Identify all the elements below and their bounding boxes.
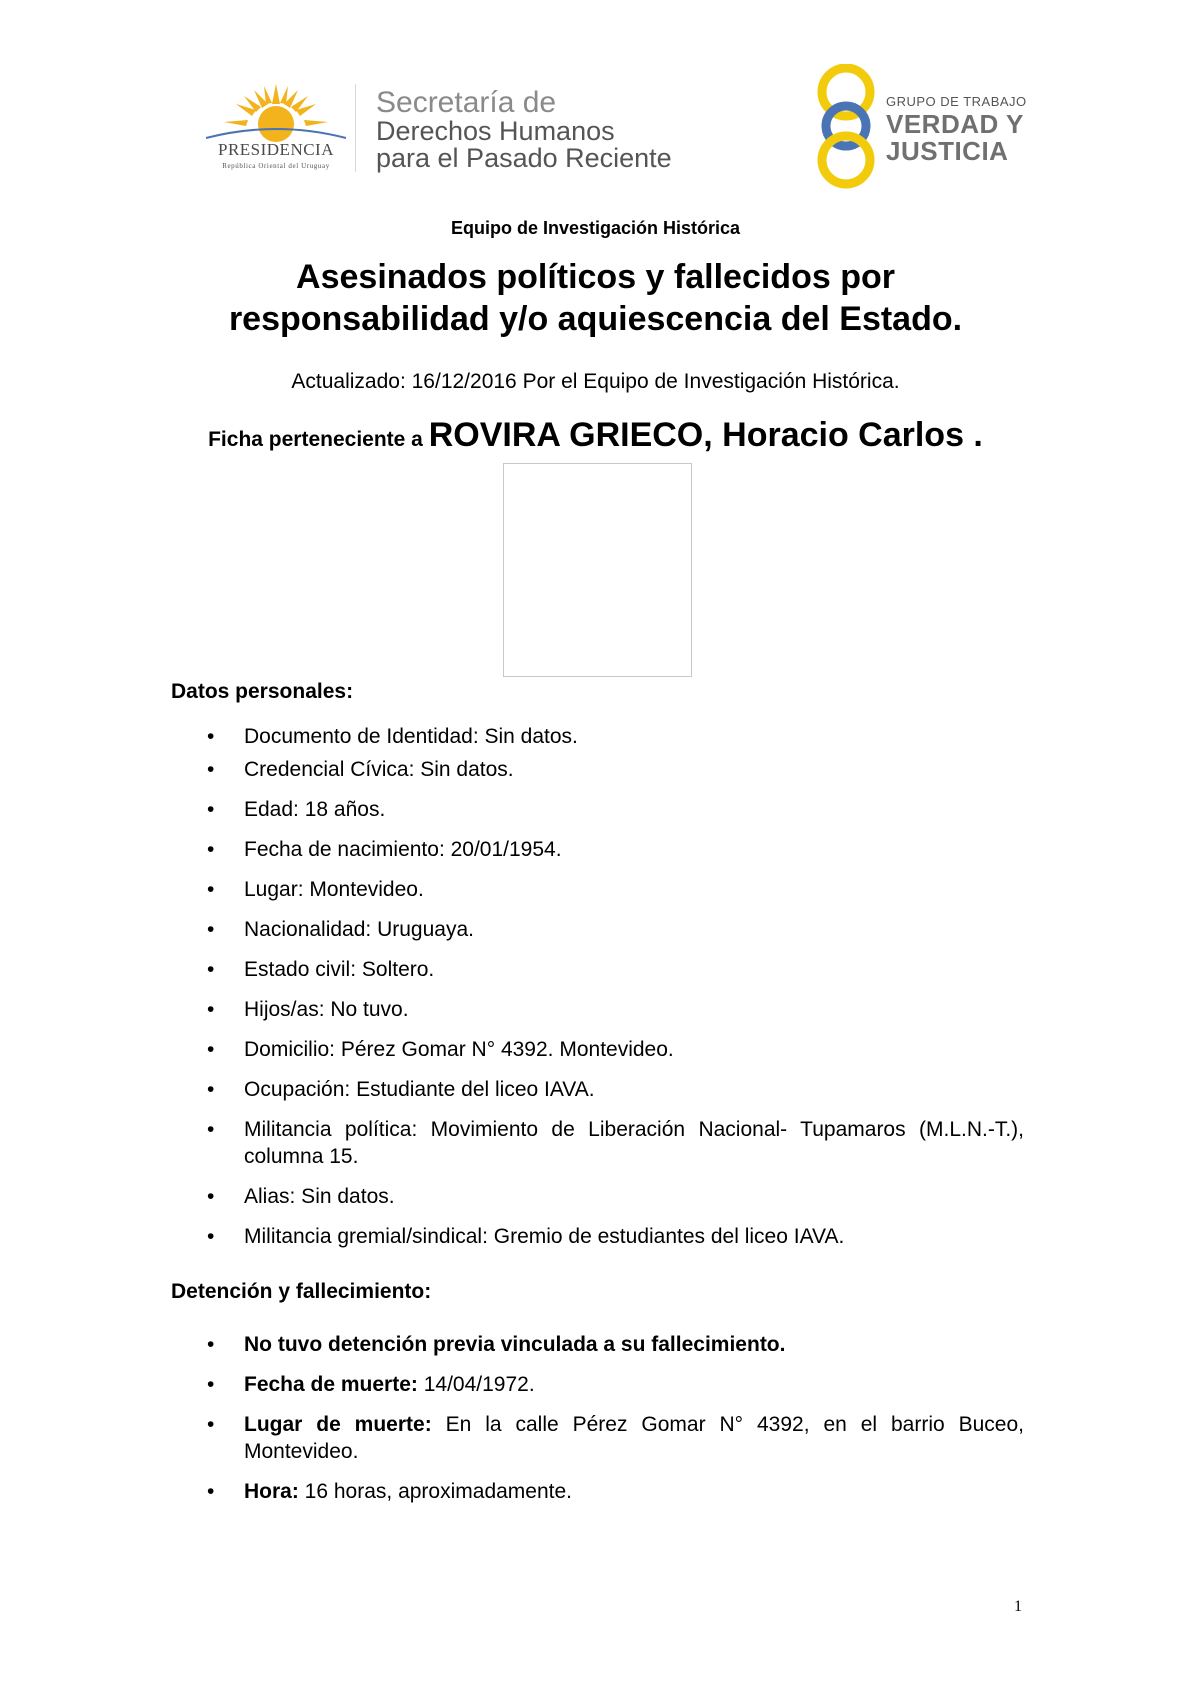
death-place-label: Lugar de muerte:	[244, 1413, 432, 1436]
list-item: • Edad: 18 años.	[207, 796, 1024, 823]
list-item	[207, 1411, 1024, 1465]
personal-data-list	[207, 723, 1024, 1250]
detention-heading: Detención y fallecimiento:	[171, 1280, 432, 1303]
updated-line: Actualizado: 16/12/2016 Por el Equipo de Investigación Histórica.	[291, 370, 900, 393]
grupo-trabajo-logo	[814, 64, 1034, 189]
personal-data-heading: Datos personales:	[171, 680, 354, 703]
death-place-value: En la calle Pérez Gomar N° 4392, en el barrio Buceo, Montevideo.	[244, 1413, 1024, 1463]
list-item: • Nacionalidad: Uruguaya.	[207, 916, 1024, 943]
secretaria-line1: Secretaría de	[376, 86, 557, 119]
grupo-line1: GRUPO DE TRABAJO	[886, 94, 1027, 109]
detention-list	[207, 1331, 1024, 1505]
list-item	[207, 1371, 1024, 1398]
team-label: Equipo de Investigación Histórica	[450, 218, 741, 238]
death-time-label: Hora:	[244, 1480, 299, 1503]
sun-icon	[196, 82, 356, 142]
list-item: • Hijos/as: No tuvo.	[207, 996, 1024, 1023]
secretaria-line3: para el Pasado Reciente	[376, 143, 672, 173]
list-item: • Ocupación: Estudiante del liceo IAVA.	[207, 1076, 1024, 1103]
presidencia-subtitle: República Oriental del Uruguay	[222, 162, 330, 170]
death-time-value: 16 horas, aproximadamente.	[298, 1480, 572, 1503]
list-item: • Lugar: Montevideo.	[207, 876, 1024, 903]
ficha-name: ROVIRA GRIECO, Horacio Carlos .	[428, 416, 983, 454]
list-item: • Domicilio: Pérez Gomar N° 4392. Montevideo.	[207, 1036, 1024, 1063]
list-item	[207, 1478, 1024, 1505]
no-detention-text: No tuvo detención previa vinculada a su fallecimiento.	[244, 1333, 786, 1356]
title-line-2: responsabilidad y/o aquiescencia del Estado.	[228, 300, 963, 338]
rings-icon	[814, 64, 878, 189]
secretaria-line2: Derechos Humanos	[376, 116, 615, 146]
grupo-line2: VERDAD Y	[886, 109, 1024, 139]
title-line-1: Asesinados políticos y fallecidos por	[296, 258, 895, 296]
secretaria-logo	[376, 88, 716, 172]
list-item: • Alias: Sin datos.	[207, 1183, 1024, 1210]
ficha-prefix: Ficha perteneciente a	[208, 428, 429, 451]
list-item: • Estado civil: Soltero.	[207, 956, 1024, 983]
list-item: • Militancia gremial/sindical: Gremio de estudiantes del liceo IAVA.	[207, 1223, 1024, 1250]
logo-divider	[355, 84, 356, 172]
list-item: • Documento de Identidad: Sin datos.	[207, 723, 1024, 750]
ficha-line	[0, 416, 1191, 455]
presidencia-name: PRESIDENCIA	[217, 140, 334, 159]
presidencia-logo	[196, 82, 356, 174]
list-item: • Fecha de nacimiento: 20/01/1954.	[207, 836, 1024, 863]
page-title	[0, 256, 1191, 340]
list-item	[207, 1331, 1024, 1358]
list-item: • Credencial Cívica: Sin datos.	[207, 756, 1024, 783]
grupo-line3: JUSTICIA	[886, 136, 1009, 166]
photo-placeholder	[503, 463, 692, 677]
list-item: • Militancia política: Movimiento de Liberación Nacional- Tupamaros (M.L.N.-T.), columna 15.	[207, 1116, 1024, 1170]
page-number: 1	[1014, 1598, 1022, 1615]
death-date-label: Fecha de muerte:	[244, 1373, 418, 1396]
death-date-value: 14/04/1972.	[417, 1373, 535, 1396]
